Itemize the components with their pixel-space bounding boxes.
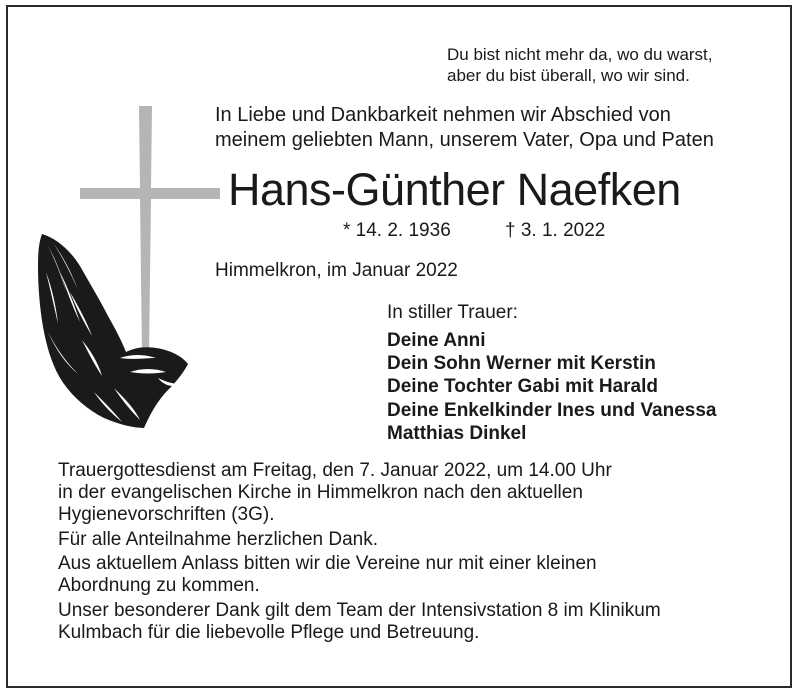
service-line-3: Hygienevorschriften (3G). <box>58 504 275 525</box>
mourner: Deine Anni <box>387 330 486 351</box>
service-line-2: in der evangelischen Kirche in Himmelkron nach den aktuellen <box>58 482 583 503</box>
quote-line-2: aber du bist überall, wo wir sind. <box>447 66 690 85</box>
notice-body <box>58 460 758 646</box>
clubs-line-2: Abordnung zu kommen. <box>58 575 260 596</box>
clubs-paragraph <box>58 553 758 597</box>
quote-line-1: Du bist nicht mehr da, wo du warst, <box>447 45 713 64</box>
special-thanks-line-1: Unser besonderer Dank gilt dem Team der Intensivstation 8 im Klinikum <box>58 599 661 621</box>
quote <box>447 44 713 86</box>
death-date: † 3. 1. 2022 <box>505 220 606 241</box>
intro-text <box>215 103 714 153</box>
service-line-1: Trauergottesdienst am Freitag, den 7. Januar 2022, um 14.00 Uhr <box>58 460 612 481</box>
mourner: Deine Enkelkinder Ines und Vanessa <box>387 399 717 421</box>
place-date: Himmelkron, im Januar 2022 <box>215 260 458 281</box>
praying-hands-icon <box>34 232 190 432</box>
service-paragraph <box>58 460 758 526</box>
mourning-label: In stiller Trauer: <box>387 302 518 323</box>
mourner: Deine Tochter Gabi mit Harald <box>387 376 658 398</box>
thanks-paragraph: Für alle Anteilnahme herzlichen Dank. <box>58 528 379 550</box>
birth-date: * 14. 2. 1936 <box>343 220 451 241</box>
special-thanks-paragraph <box>58 600 758 644</box>
intro-line-1: In Liebe und Dankbarkeit nehmen wir Abschied von <box>215 104 671 126</box>
intro-line-2: meinem geliebten Mann, unserem Vater, Opa und Paten <box>215 129 714 151</box>
mourners-list <box>387 329 716 445</box>
mourner: Matthias Dinkel <box>387 422 527 444</box>
special-thanks-line-2: Kulmbach für die liebevolle Pflege und Betreuung. <box>58 621 480 643</box>
deceased-name: Hans-Günther Naefken <box>228 164 681 215</box>
mourner: Dein Sohn Werner mit Kerstin <box>387 353 656 375</box>
clubs-line-1: Aus aktuellem Anlass bitten wir die Vereine nur mit einer kleinen <box>58 553 597 574</box>
